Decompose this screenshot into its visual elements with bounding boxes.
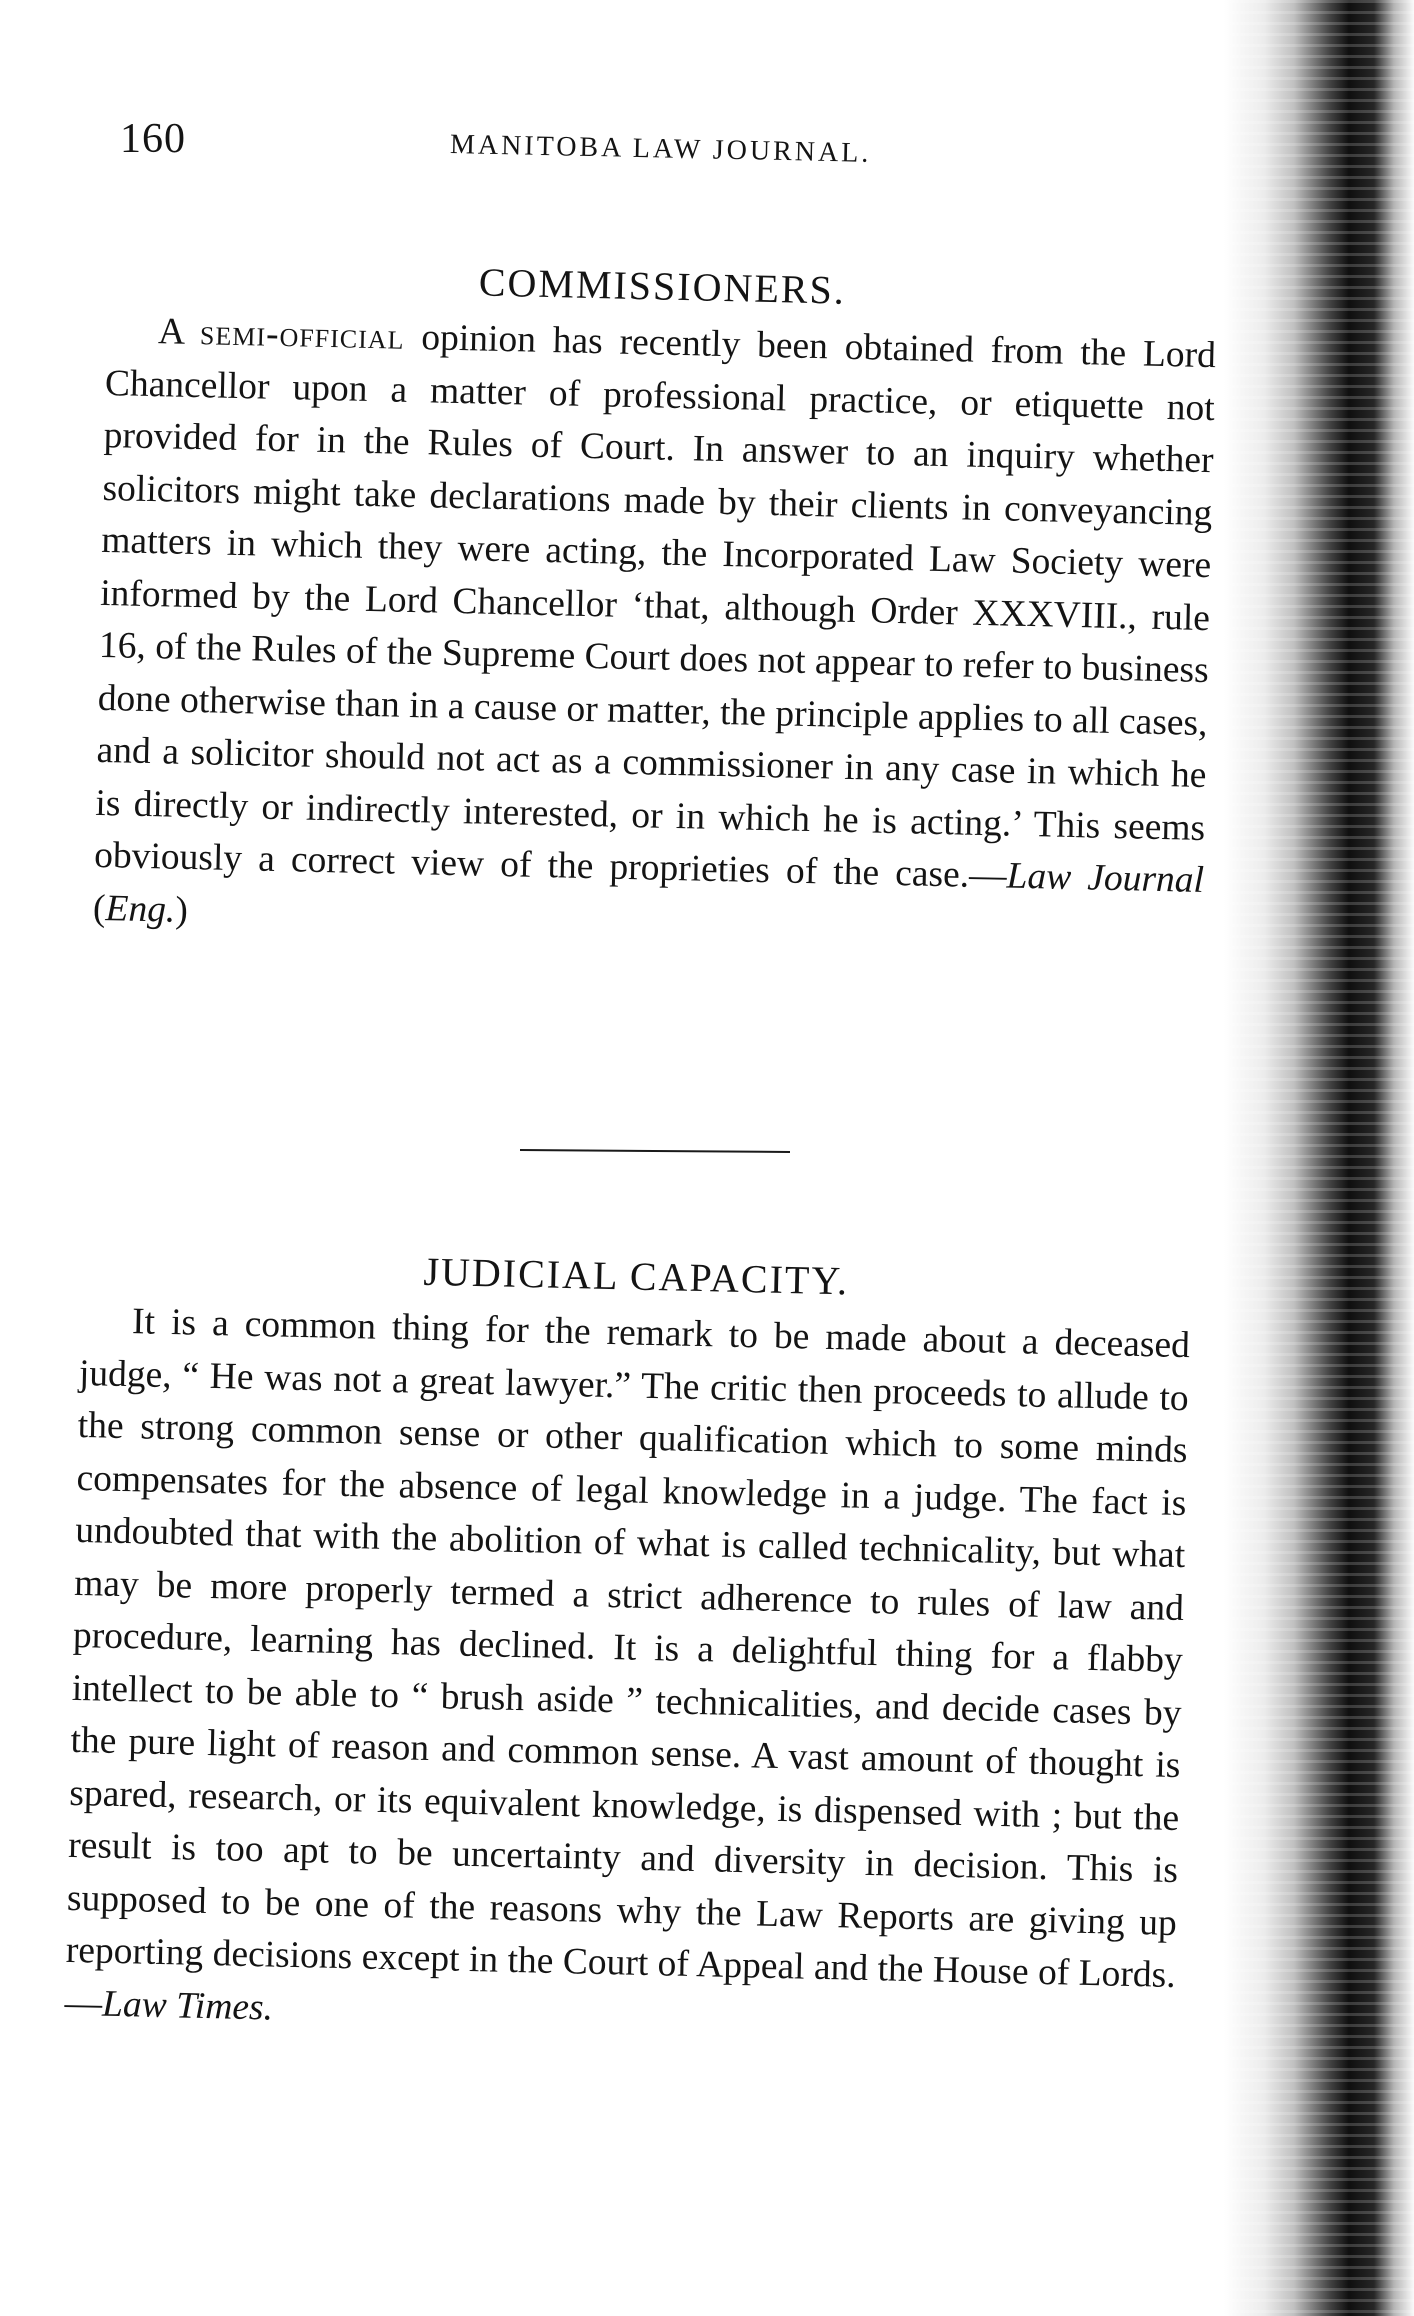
lead-word: A — [157, 311, 184, 353]
article-body — [92, 305, 1216, 960]
article-body — [64, 1295, 1190, 2055]
body-text: opinion has recently been obtained from the Lord Chancellor upon a matter of professional practice, or etiquette not provided for in the Rules of Court. In answer to an inquiry whether solicitors might take declarations made by their clients in conveyancing matters in which they were acting, the Incorporated Law Society were informed by the Lord Chancellor ‘that, although Order XXXVIII., rule 16, of the Rules of the Supreme Court does not appear to refer to business done otherwise than in a cause or matter, the principle applies to all cases, and a solicitor should not act as a commissioner in any case in which he is directly or indirectly interested, or in which he is acting.’ This seems obviously a correct view of the proprieties of the case.— — [93, 316, 1217, 897]
book-gutter-shadow — [1224, 0, 1414, 2316]
lead-smallcaps: semi-official — [199, 312, 406, 358]
source-citation: Law Times. — [101, 1983, 274, 2029]
article-commissioners — [92, 250, 1217, 960]
page-number: 160 — [120, 116, 186, 162]
article-heading: COMMISSIONERS. — [478, 259, 847, 313]
source-paren-open: ( — [92, 887, 107, 929]
section-divider-rule — [520, 1149, 790, 1153]
source-paren-close: ) — [174, 889, 189, 931]
article-heading: JUDICIAL CAPACITY. — [423, 1248, 850, 1304]
body-text: It is a common thing for the remark to be made about a deceased judge, “ He was not a great lawyer.” The critic then proceeds to allude to the strong common sense or other qualification which to some minds compensates for the absence of legal knowledge in a judge. The fact is undoubted that with the abolition of what is called technicality, but what may be more properly termed a strict adherence to rules of law and procedure, learning has declined. It is a delightful thing for a flabby intellect to be able to “ brush aside ” technicalities, and decide cases by the pure light of reason and common sense. A vast amount of thought is spared, research, or its equivalent knowledge, is dispensed with ; but the result is too apt to be uncertainty and diversity in decision. This is supposed to be one of the reasons why the Law Reports are giving up reporting decisions except in the Court of Appeal and the House of Lords.— — [64, 1301, 1191, 2025]
source-extra: Eng. — [105, 887, 176, 931]
article-judicial-capacity — [64, 1240, 1192, 2055]
source-citation: Law Journal — [1006, 855, 1205, 902]
running-head — [120, 115, 1220, 175]
journal-title: MANITOBA LAW JOURNAL. — [449, 129, 872, 169]
